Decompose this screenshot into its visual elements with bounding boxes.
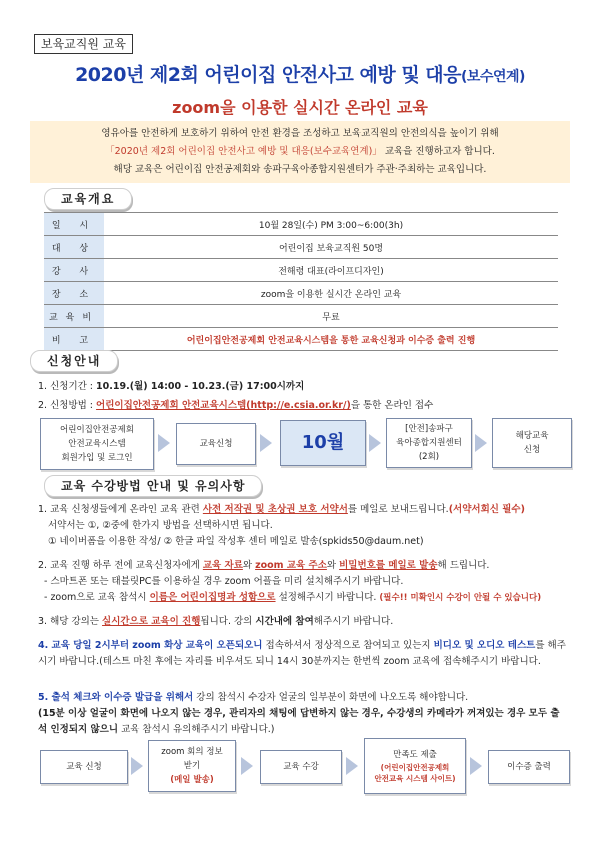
arrow-icon bbox=[131, 757, 143, 775]
arrow-icon bbox=[475, 434, 487, 452]
note-2: 2. 교육 진행 하루 전에 교육신청자에게 교육 자료와 zoom 교육 주소와 비밀번호를 메일로 발송해 드립니다. - 스마트폰 또는 태블릿PC를 이용하실 경우 zoom 어플을 미리 설치해주시기 바랍니다. - zoom으로 교육 참석시 이름은 어린이집명과 성함으로 설정해주시기 바랍니다. (필수!! 미확인시 수강이 안될 수 있습니다) bbox=[38, 560, 542, 603]
apply-method: 2. 신청방법 : 어린이집안전공제회 안전교육시스템(http://e.csia.or.kr/)을 통한 온라인 접수 bbox=[38, 400, 434, 411]
flow-step-register: 어린이집안전공제회 안전교육시스템 회원가입 및 로그인 bbox=[40, 418, 154, 470]
apply-period: 1. 신청기간 : 10.19.(월) 14:00 - 10.23.(금) 17:00시까지 bbox=[38, 381, 305, 392]
info-key: 강 사 bbox=[44, 259, 104, 282]
table-row bbox=[44, 236, 558, 259]
course-tag: 보육교직원 교육 bbox=[34, 34, 133, 54]
note-3: 3. 해당 강의는 실시간으로 교육이 진행됩니다. 강의 시간내에 참여해주시기 바랍니다. bbox=[38, 616, 394, 627]
info-key: 대 상 bbox=[44, 236, 104, 259]
info-key: 장 소 bbox=[44, 282, 104, 305]
intro-box bbox=[30, 121, 570, 183]
info-value: 무료 bbox=[104, 305, 558, 328]
page-subtitle: zoom을 이용한 실시간 온라인 교육 bbox=[172, 98, 428, 117]
flow2-step-certificate: 이수증 출력 bbox=[488, 750, 570, 784]
note-4: 4. 교육 당일 2시부터 zoom 화상 교육이 오픈되오니 접속하셔서 정상적으로 참여되고 있는지 비디오 및 오디오 테스트를 해주시기 바랍니다.(테스트 마친 후에는 자리를 비우셔도 되니 14시 30분까지는 한번씩 zoom 교육에 접속해주시기 바랍니다. bbox=[38, 640, 566, 667]
note-1: 1. 교육 신청생들에게 온라인 교육 관련 사전 저작권 및 초상권 보호 서약서를 메일로 보내드립니다.(서약서회신 필수) 서약서는 ①, ②중에 한가지 방법을 선택하시면 됩니다. ① 네이버폼을 이용한 작성/ ② 한글 파일 작성후 센터 메일로 발송(spkids50@daum.net) bbox=[38, 504, 525, 547]
course-info-table bbox=[44, 212, 558, 351]
flow2-step-zoom: zoom 회의 정보 받기 (메일 발송) bbox=[148, 740, 236, 792]
page-title: 2020년 제2회 어린이집 안전사고 예방 및 대응(보수연계) bbox=[75, 64, 525, 86]
table-row bbox=[44, 213, 558, 236]
info-key: 비 고 bbox=[44, 328, 104, 351]
section-notes-heading: 교육 수강방법 안내 및 유의사항 bbox=[44, 475, 262, 497]
arrow-icon bbox=[158, 434, 170, 452]
info-value: zoom을 이용한 실시간 온라인 교육 bbox=[104, 282, 558, 305]
info-key: 일 시 bbox=[44, 213, 104, 236]
info-value: 어린이집안전공제회 안전교육시스템을 통한 교육신청과 이수증 출력 진행 bbox=[104, 328, 558, 351]
table-row bbox=[44, 259, 558, 282]
info-value: 전해령 대표(라이프디자인) bbox=[104, 259, 558, 282]
flow2-step-survey: 만족도 제출 (어린이집안전공제회 안전교육 시스템 사이트) bbox=[364, 738, 466, 794]
intro-line-3: 해당 교육은 어린이집 안전공제회와 송파구육아종합지원센터가 주관·주최하는 교육입니다. bbox=[113, 164, 487, 175]
table-row bbox=[44, 305, 558, 328]
arrow-icon bbox=[241, 757, 253, 775]
info-key: 교육비 bbox=[44, 305, 104, 328]
flow-step-apply: 교육신청 bbox=[176, 423, 256, 465]
info-value: 10월 28일(수) PM 3:00~6:00(3h) bbox=[104, 213, 558, 236]
intro-line-2: 「2020년 제2회 어린이집 안전사고 예방 및 대응(보수교육연계)」 교육을 진행하고자 합니다. bbox=[105, 146, 495, 157]
flow-step-course: 해당교육 신청 bbox=[492, 418, 572, 468]
note-5: 5. 출석 체크와 이수증 발급을 위해서 강의 참석시 수강자 얼굴의 일부분이 화면에 나오도록 해야합니다. (15분 이상 얼굴이 화면에 나오지 않는 경우, 관리자의 채팅에 답변하지 않는 경우, 수강생의 카메라가 꺼져있는 경우 모두 출석 인정되지 않으니 교육 참석시 유의해주시기 바랍니다.) bbox=[38, 692, 560, 735]
arrow-icon bbox=[260, 434, 272, 452]
section-overview-heading: 교육개요 bbox=[44, 188, 132, 210]
flow2-step-apply: 교육 신청 bbox=[40, 750, 128, 784]
arrow-icon bbox=[369, 434, 381, 452]
table-row bbox=[44, 282, 558, 305]
info-value: 어린이집 보육교직원 50명 bbox=[104, 236, 558, 259]
section-apply-heading: 신청안내 bbox=[30, 350, 118, 372]
flow2-step-attend: 교육 수강 bbox=[260, 750, 342, 784]
intro-line-1: 영유아를 안전하게 보호하기 위하여 안전 환경을 조성하고 보육교직원의 안전의식을 높이기 위해 bbox=[101, 128, 499, 139]
table-row bbox=[44, 328, 558, 351]
arrow-icon bbox=[346, 757, 358, 775]
flow-step-month: 10월 bbox=[280, 420, 366, 466]
arrow-icon bbox=[470, 757, 482, 775]
flow-step-center: [안전]송파구 육아종합지원센터 (2회) bbox=[386, 418, 472, 468]
